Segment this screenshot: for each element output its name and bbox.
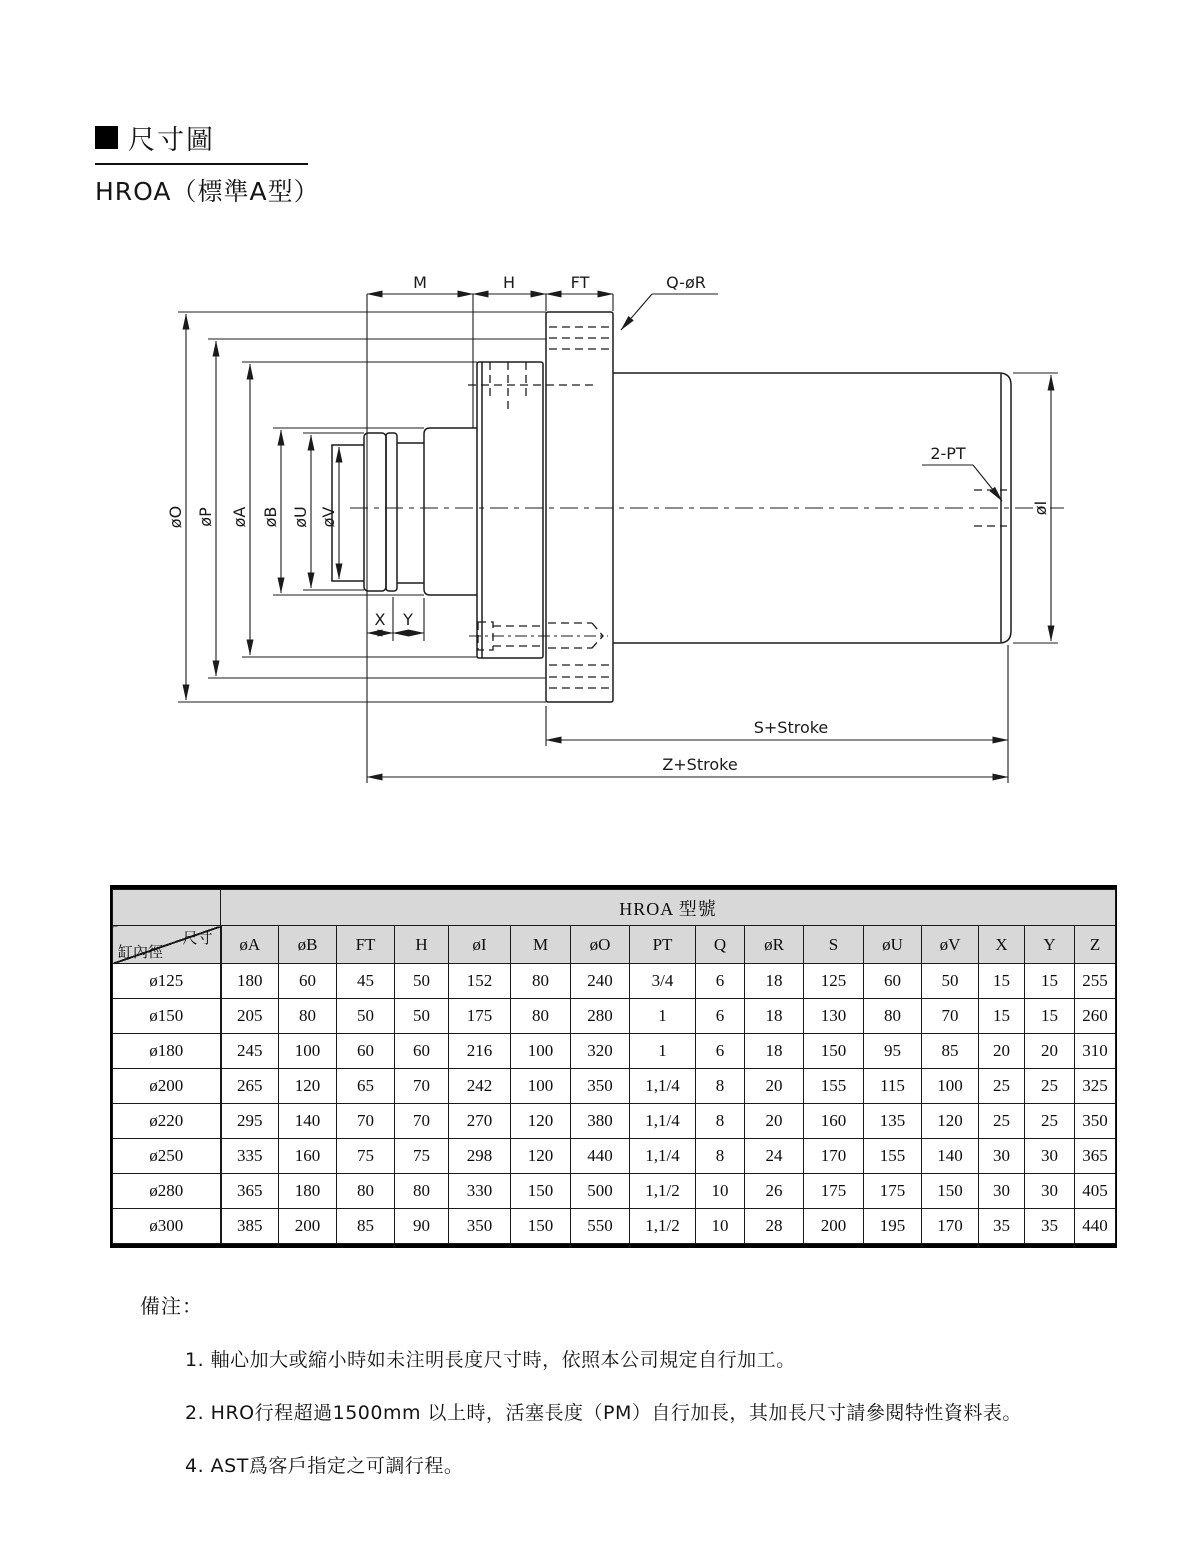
dimension-table — [110, 885, 1117, 1248]
dim-label-dia-o: øO — [166, 505, 185, 529]
value-cell: 24 — [745, 1139, 804, 1174]
value-cell: 120 — [511, 1104, 571, 1139]
note-item: 1. 軸心加大或縮小時如未注明長度尺寸時，依照本公司規定自行加工。 — [185, 1349, 796, 1371]
value-cell: 1 — [630, 999, 696, 1034]
value-cell: 90 — [395, 1209, 449, 1244]
value-cell: 80 — [279, 999, 337, 1034]
column-header: S — [804, 926, 864, 964]
value-cell: 135 — [864, 1104, 922, 1139]
value-cell: 405 — [1075, 1174, 1116, 1209]
value-cell: 80 — [511, 999, 571, 1034]
dim-label-dia-a: øA — [230, 506, 249, 528]
table-group-header-row — [113, 890, 1116, 926]
table-row — [113, 1104, 1116, 1139]
value-cell: 15 — [1025, 999, 1075, 1034]
value-cell: 70 — [337, 1104, 395, 1139]
value-cell: 8 — [696, 1069, 745, 1104]
value-cell: 1,1/4 — [630, 1104, 696, 1139]
column-header: øR — [745, 926, 804, 964]
bore-cell: ø200 — [113, 1069, 221, 1104]
dim-label-z-stroke: Z+Stroke — [662, 755, 738, 774]
dim-label-y: Y — [403, 610, 413, 629]
value-cell: 330 — [449, 1174, 511, 1209]
value-cell: 160 — [804, 1104, 864, 1139]
value-cell: 25 — [1025, 1069, 1075, 1104]
value-cell: 195 — [864, 1209, 922, 1244]
bore-cell: ø280 — [113, 1174, 221, 1209]
corner-label-dimension: 尺寸 — [182, 929, 213, 947]
value-cell: 30 — [979, 1139, 1025, 1174]
value-cell: 85 — [922, 1034, 979, 1069]
center-lines — [350, 508, 1064, 636]
note-item: 2. HRO行程超過1500mm 以上時，活塞長度（PM）自行加長，其加長尺寸請參閱特性資料表。 — [185, 1402, 1022, 1424]
value-cell: 365 — [221, 1174, 279, 1209]
dim-label-dia-v: øV — [319, 506, 338, 528]
value-cell: 8 — [696, 1104, 745, 1139]
value-cell: 100 — [511, 1034, 571, 1069]
value-cell: 1,1/2 — [630, 1174, 696, 1209]
table-body — [113, 964, 1116, 1244]
value-cell: 310 — [1075, 1034, 1116, 1069]
bore-cell: ø220 — [113, 1104, 221, 1139]
value-cell: 120 — [511, 1139, 571, 1174]
value-cell: 245 — [221, 1034, 279, 1069]
value-cell: 150 — [804, 1034, 864, 1069]
value-cell: 45 — [337, 964, 395, 999]
value-cell: 1 — [630, 1034, 696, 1069]
dim-label-dia-b: øB — [261, 506, 280, 528]
table-row — [113, 1139, 1116, 1174]
value-cell: 15 — [979, 964, 1025, 999]
value-cell: 1,1/2 — [630, 1209, 696, 1244]
value-cell: 100 — [922, 1069, 979, 1104]
value-cell: 75 — [337, 1139, 395, 1174]
value-cell: 25 — [1025, 1104, 1075, 1139]
value-cell: 365 — [1075, 1139, 1116, 1174]
value-cell: 70 — [922, 999, 979, 1034]
value-cell: 320 — [571, 1034, 630, 1069]
value-cell: 385 — [221, 1209, 279, 1244]
column-header: PT — [630, 926, 696, 964]
table-column-header-row — [113, 926, 1116, 964]
notes-block — [140, 1290, 1100, 1478]
bore-cell: ø150 — [113, 999, 221, 1034]
value-cell: 60 — [279, 964, 337, 999]
value-cell: 70 — [395, 1069, 449, 1104]
page-title: 尺寸圖 — [128, 125, 215, 156]
dim-label-x: X — [374, 610, 386, 629]
value-cell: 350 — [449, 1209, 511, 1244]
table-row — [113, 1209, 1116, 1244]
bore-cell: ø125 — [113, 964, 221, 999]
value-cell: 150 — [511, 1174, 571, 1209]
value-cell: 30 — [1025, 1139, 1075, 1174]
value-cell: 180 — [279, 1174, 337, 1209]
column-header: Z — [1075, 926, 1116, 964]
value-cell: 30 — [1025, 1174, 1075, 1209]
value-cell: 80 — [864, 999, 922, 1034]
column-header: øU — [864, 926, 922, 964]
column-header: øA — [221, 926, 279, 964]
value-cell: 260 — [1075, 999, 1116, 1034]
note-item: 4. AST爲客戶指定之可調行程。 — [185, 1455, 464, 1477]
value-cell: 200 — [804, 1209, 864, 1244]
value-cell: 265 — [221, 1069, 279, 1104]
value-cell: 140 — [279, 1104, 337, 1139]
value-cell: 80 — [511, 964, 571, 999]
value-cell: 100 — [511, 1069, 571, 1104]
dimension-drawing — [90, 260, 1110, 800]
value-cell: 120 — [922, 1104, 979, 1139]
table-row — [113, 1069, 1116, 1104]
dimension-lines — [178, 294, 1058, 783]
value-cell: 20 — [979, 1034, 1025, 1069]
value-cell: 20 — [745, 1069, 804, 1104]
value-cell: 140 — [922, 1139, 979, 1174]
column-header: H — [395, 926, 449, 964]
value-cell: 550 — [571, 1209, 630, 1244]
value-cell: 50 — [337, 999, 395, 1034]
value-cell: 205 — [221, 999, 279, 1034]
value-cell: 200 — [279, 1209, 337, 1244]
column-header: Y — [1025, 926, 1075, 964]
value-cell: 60 — [337, 1034, 395, 1069]
value-cell: 115 — [864, 1069, 922, 1104]
value-cell: 28 — [745, 1209, 804, 1244]
value-cell: 1,1/4 — [630, 1139, 696, 1174]
value-cell: 120 — [279, 1069, 337, 1104]
value-cell: 500 — [571, 1174, 630, 1209]
dim-label-dia-i: øI — [1031, 500, 1050, 516]
value-cell: 6 — [696, 964, 745, 999]
title-underline — [95, 163, 308, 165]
section-square-icon — [95, 126, 118, 149]
value-cell: 6 — [696, 999, 745, 1034]
value-cell: 100 — [279, 1034, 337, 1069]
value-cell: 26 — [745, 1174, 804, 1209]
value-cell: 295 — [221, 1104, 279, 1139]
dim-label-s-stroke: S+Stroke — [753, 718, 829, 737]
value-cell: 325 — [1075, 1069, 1116, 1104]
value-cell: 50 — [922, 964, 979, 999]
corner-label-bore: 缸內徑 — [118, 943, 164, 961]
value-cell: 35 — [1025, 1209, 1075, 1244]
column-header: øI — [449, 926, 511, 964]
table-row — [113, 964, 1116, 999]
value-cell: 350 — [1075, 1104, 1116, 1139]
value-cell: 6 — [696, 1034, 745, 1069]
value-cell: 440 — [1075, 1209, 1116, 1244]
column-header: øB — [279, 926, 337, 964]
value-cell: 85 — [337, 1209, 395, 1244]
value-cell: 440 — [571, 1139, 630, 1174]
bore-cell: ø250 — [113, 1139, 221, 1174]
value-cell: 130 — [804, 999, 864, 1034]
value-cell: 50 — [395, 999, 449, 1034]
dim-label-dia-p: øP — [196, 507, 215, 527]
value-cell: 240 — [571, 964, 630, 999]
table-group-header: HROA 型號 — [221, 890, 1116, 926]
value-cell: 3/4 — [630, 964, 696, 999]
value-cell: 25 — [979, 1104, 1025, 1139]
value-cell: 65 — [337, 1069, 395, 1104]
value-cell: 25 — [979, 1069, 1025, 1104]
value-cell: 15 — [1025, 964, 1075, 999]
dim-label-dia-u: øU — [291, 506, 310, 528]
table-row — [113, 1174, 1116, 1209]
value-cell: 170 — [804, 1139, 864, 1174]
value-cell: 50 — [395, 964, 449, 999]
value-cell: 8 — [696, 1139, 745, 1174]
value-cell: 10 — [696, 1174, 745, 1209]
column-header: FT — [337, 926, 395, 964]
value-cell: 95 — [864, 1034, 922, 1069]
value-cell: 35 — [979, 1209, 1025, 1244]
value-cell: 150 — [511, 1209, 571, 1244]
bore-cell: ø300 — [113, 1209, 221, 1244]
corner-spacer — [113, 890, 221, 926]
value-cell: 150 — [922, 1174, 979, 1209]
value-cell: 335 — [221, 1139, 279, 1174]
value-cell: 298 — [449, 1139, 511, 1174]
value-cell: 60 — [864, 964, 922, 999]
value-cell: 255 — [1075, 964, 1116, 999]
part-outline — [332, 312, 1011, 702]
value-cell: 10 — [696, 1209, 745, 1244]
cylinder-cross-section — [90, 260, 1110, 800]
value-cell: 1,1/4 — [630, 1069, 696, 1104]
value-cell: 180 — [221, 964, 279, 999]
dim-label-q-r: Q-øR — [666, 273, 706, 292]
dim-label-ft: FT — [570, 273, 590, 292]
value-cell: 20 — [1025, 1034, 1075, 1069]
value-cell: 15 — [979, 999, 1025, 1034]
value-cell: 152 — [449, 964, 511, 999]
value-cell: 80 — [395, 1174, 449, 1209]
model-subtitle: HROA（標準A型） — [95, 177, 320, 206]
corner-cell — [113, 926, 221, 964]
value-cell: 60 — [395, 1034, 449, 1069]
value-cell: 30 — [979, 1174, 1025, 1209]
table-row — [113, 1034, 1116, 1069]
value-cell: 242 — [449, 1069, 511, 1104]
dim-label-m: M — [413, 273, 427, 292]
value-cell: 175 — [804, 1174, 864, 1209]
dimension-labels — [166, 273, 1050, 774]
dim-label-h: H — [502, 273, 516, 292]
value-cell: 70 — [395, 1104, 449, 1139]
value-cell: 80 — [337, 1174, 395, 1209]
value-cell: 216 — [449, 1034, 511, 1069]
bore-cell: ø180 — [113, 1034, 221, 1069]
value-cell: 270 — [449, 1104, 511, 1139]
value-cell: 350 — [571, 1069, 630, 1104]
notes-heading: 備注： — [140, 1294, 203, 1318]
value-cell: 175 — [864, 1174, 922, 1209]
value-cell: 18 — [745, 1034, 804, 1069]
column-header: øO — [571, 926, 630, 964]
value-cell: 175 — [449, 999, 511, 1034]
column-header: øV — [922, 926, 979, 964]
value-cell: 155 — [804, 1069, 864, 1104]
value-cell: 160 — [279, 1139, 337, 1174]
dim-label-2pt: 2-PT — [930, 444, 966, 463]
value-cell: 380 — [571, 1104, 630, 1139]
value-cell: 155 — [864, 1139, 922, 1174]
title-block — [95, 118, 515, 208]
value-cell: 20 — [745, 1104, 804, 1139]
value-cell: 170 — [922, 1209, 979, 1244]
value-cell: 18 — [745, 964, 804, 999]
column-header: Q — [696, 926, 745, 964]
value-cell: 18 — [745, 999, 804, 1034]
column-header: M — [511, 926, 571, 964]
table-row — [113, 999, 1116, 1034]
value-cell: 75 — [395, 1139, 449, 1174]
value-cell: 280 — [571, 999, 630, 1034]
column-header: X — [979, 926, 1025, 964]
value-cell: 125 — [804, 964, 864, 999]
